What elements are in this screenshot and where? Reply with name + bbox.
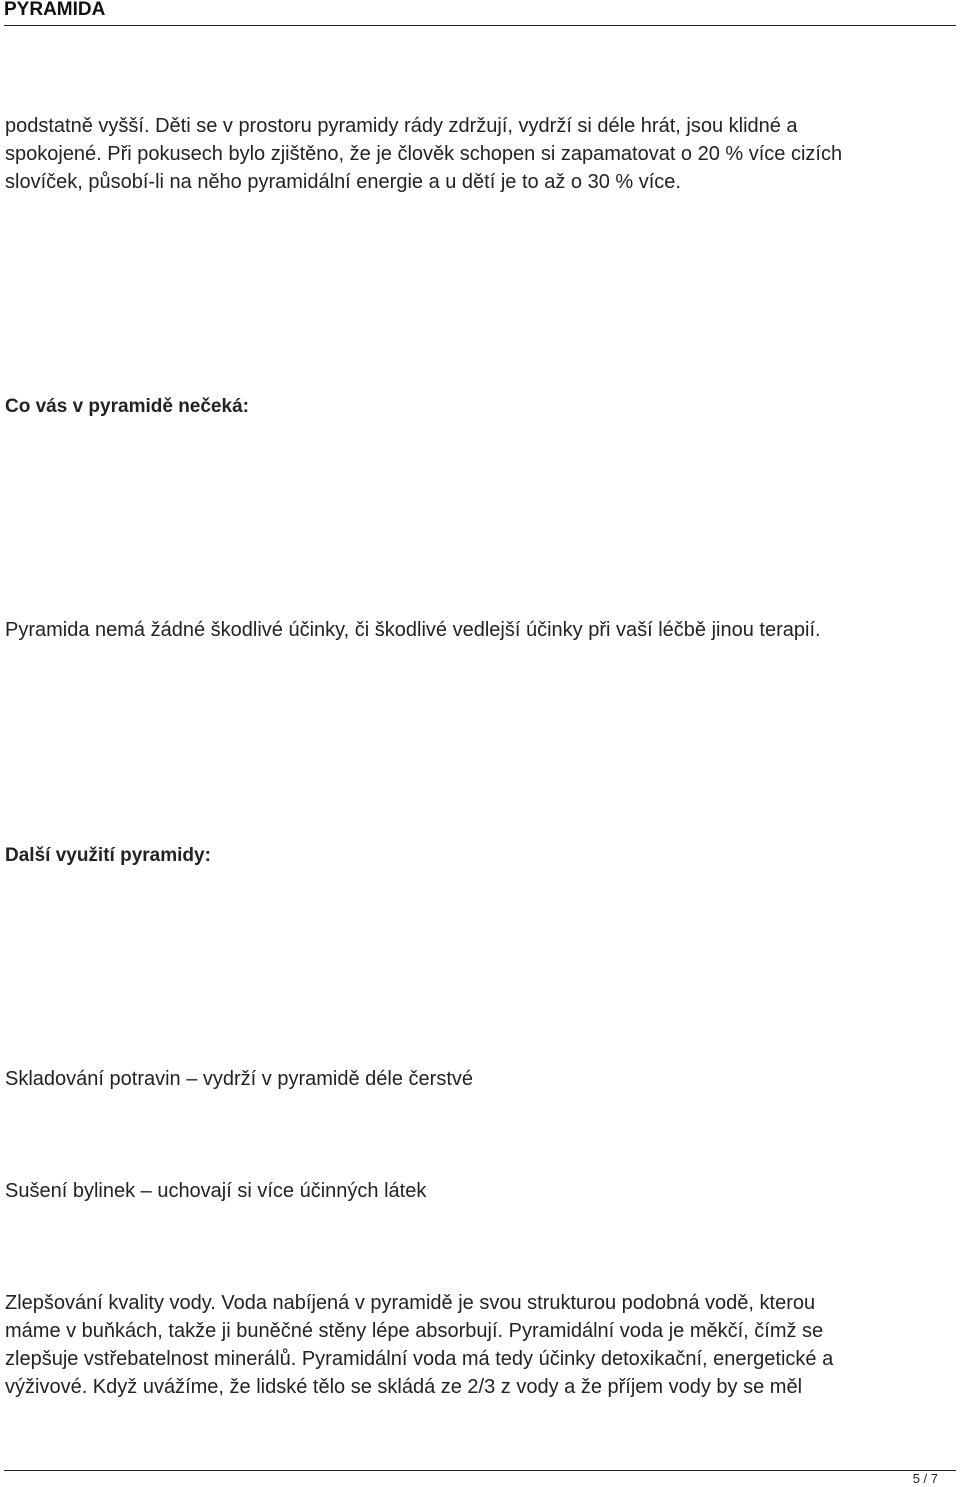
page-number: 5 / 7 [912, 1471, 938, 1486]
intro-paragraph [5, 112, 945, 196]
use-herb-drying: Sušení bylinek – uchovají si více účinných látek [5, 1180, 427, 1202]
paragraph-line: výživové. Když uvážíme, že lidské tělo se skládá ze 2/3 z vody a že příjem vody by se měl [5, 1376, 803, 1398]
document-header-title: PYRAMIDA [4, 0, 106, 20]
section-heading-other-uses: Další využití pyramidy: [5, 845, 211, 866]
paragraph-line: zlepšuje vstřebatelnost minerálů. Pyramidální voda má tedy účinky detoxikační, energetické a [5, 1348, 834, 1370]
paragraph-line: slovíček, působí-li na něho pyramidální energie a u dětí je to až o 30 % více. [5, 171, 681, 193]
section-heading-no-risks: Co vás v pyramidě nečeká: [5, 396, 249, 417]
paragraph-line: Zlepšování kvality vody. Voda nabíjená v pyramidě je svou strukturou podobná vodě, kterou [5, 1292, 816, 1314]
paragraph-line: podstatně vyšší. Děti se v prostoru pyramidy rády zdržují, vydrží si déle hrát, jsou klidné a [5, 115, 798, 137]
footer-divider [4, 1470, 956, 1471]
paragraph-line: spokojené. Při pokusech bylo zjištěno, že je člověk schopen si zapamatovat o 20 % více cizích [5, 143, 843, 165]
use-food-storage: Skladování potravin – vydrží v pyramidě déle čerstvé [5, 1068, 473, 1090]
no-risks-text: Pyramida nemá žádné škodlivé účinky, či škodlivé vedlejší účinky při vaší léčbě jinou terapií. [5, 619, 821, 641]
paragraph-line: máme v buňkách, takže ji buněčné stěny lépe absorbují. Pyramidální voda je měkčí, čímž se [5, 1320, 824, 1342]
water-paragraph [5, 1289, 945, 1401]
header-divider [4, 25, 956, 26]
